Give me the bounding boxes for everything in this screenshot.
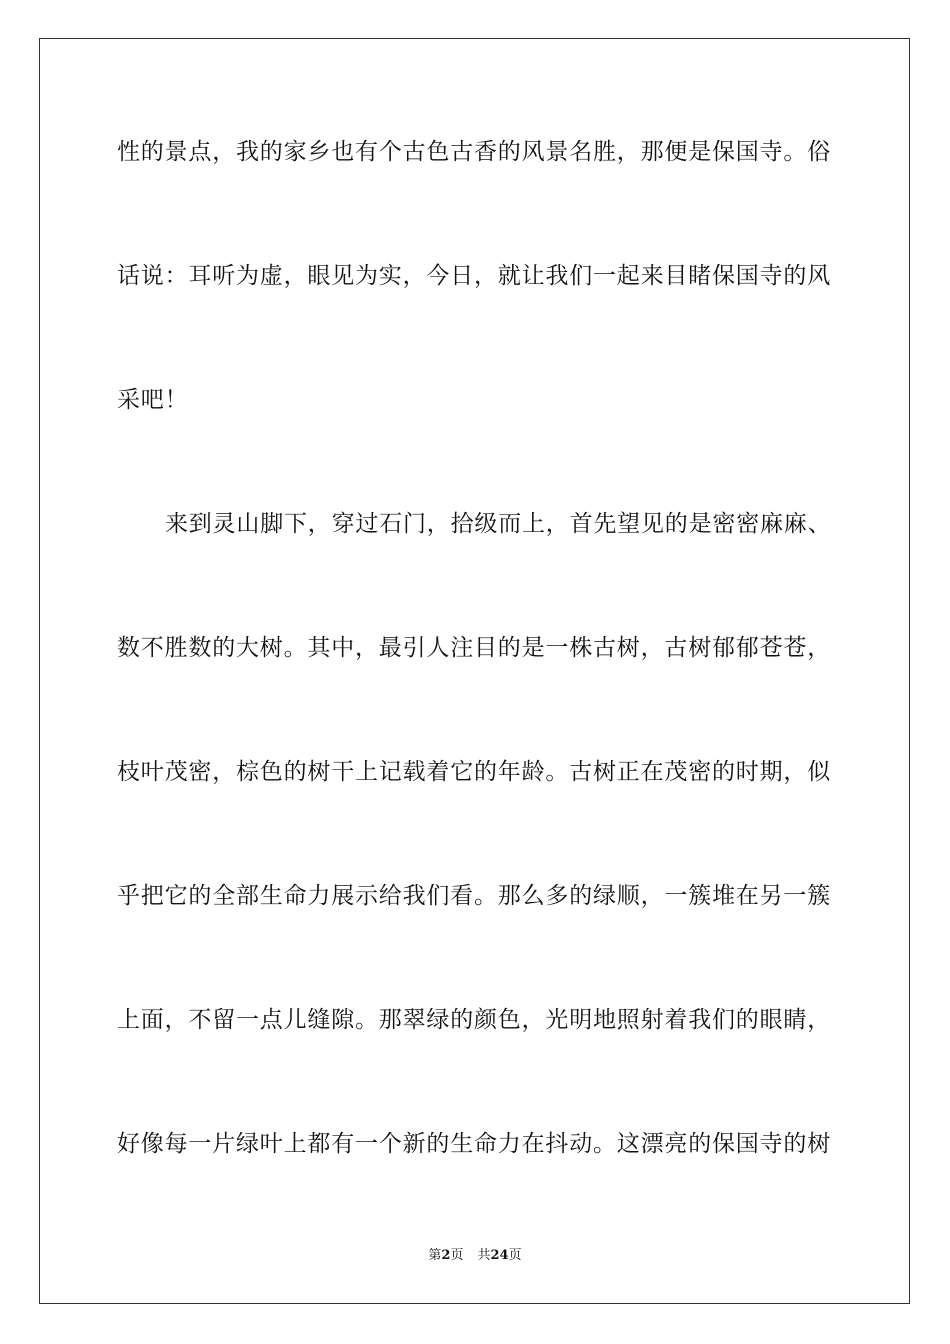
total-prefix: 共 — [477, 1248, 491, 1263]
page-suffix: 页 — [450, 1248, 464, 1263]
paragraph-line-1: 性的景点，我的家乡也有个古色古香的风景名胜，那便是保国寺。俗 — [117, 139, 831, 165]
paragraph-line-4: 来到灵山脚下，穿过石门，拾级而上，首先望见的是密密麻麻、 — [165, 511, 832, 537]
paragraph-line-2: 话说：耳听为虚，眼见为实，今日，就让我们一起来目睹保国寺的风 — [117, 263, 831, 289]
paragraph-line-8: 上面，不留一点儿缝隙。那翠绿的颜色，光明地照射着我们的眼睛， — [117, 1007, 831, 1033]
paragraph-line-5: 数不胜数的大树。其中，最引人注目的是一株古树，古树郁郁苍苍， — [117, 635, 831, 661]
page-border — [39, 38, 910, 1304]
total-suffix: 页 — [508, 1248, 522, 1263]
paragraph-line-7: 乎把它的全部生命力展示给我们看。那么多的绿顺，一簇堆在另一簇 — [117, 883, 831, 909]
paragraph-line-9: 好像每一片绿叶上都有一个新的生命力在抖动。这漂亮的保国寺的树 — [117, 1131, 831, 1157]
page-footer — [0, 1247, 950, 1265]
page-number: 2 — [441, 1248, 451, 1263]
total-pages: 24 — [490, 1248, 509, 1263]
page-prefix: 第 — [428, 1248, 442, 1263]
paragraph-line-6: 枝叶茂密，棕色的树干上记载着它的年龄。古树正在茂密的时期，似 — [117, 759, 831, 785]
paragraph-line-3: 采吧！ — [117, 387, 189, 413]
